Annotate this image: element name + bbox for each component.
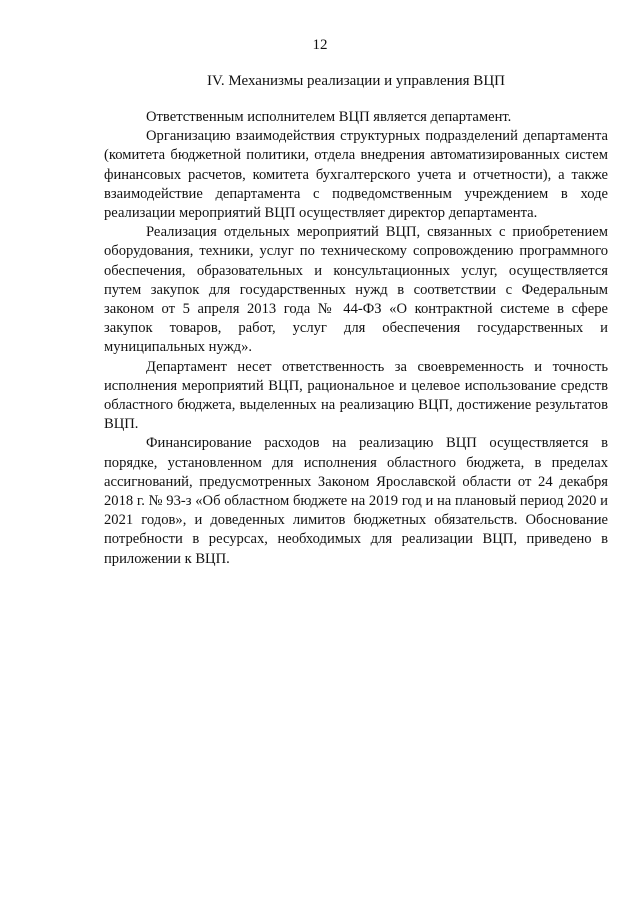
paragraph-financing: Финансирование расходов на реализацию ВЦП осуществляется в порядке, установленном для исполнения областного бюджета, в пределах ассигнований, предусмотренных Законом Ярославской области от 24 декабря 2018 г. № 93-з «Об областном бюджете на 2019 год и на плановый период 2020 и 2021 годов», и доведенных лимитов бюджетных обязательств. Обоснование потребности в ресурсах, необходимых для реализации ВЦП, приведено в приложении к ВЦП. bbox=[104, 435, 608, 567]
section-title: IV. Механизмы реализации и управления ВЦП bbox=[207, 73, 505, 89]
page-number: 12 bbox=[312, 37, 328, 53]
paragraph-procurement: Реализация отдельных мероприятий ВЦП, связанных с приобретением оборудования, техники, услуг по техническому сопровождению программного обеспечения, образовательных и консультационных услуг, осуществляется путем закупок для государственных нужд в соответствии с Федеральным законом от 5 апреля 2013 года № 44-ФЗ «О контрактной системе в сфере закупок товаров, работ, услуг для обеспечения государственных и муниципальных нужд». bbox=[104, 224, 608, 356]
document-body bbox=[104, 108, 608, 569]
paragraph-interaction-organization: Организацию взаимодействия структурных подразделений департамента (комитета бюджетной политики, отдела внедрения автоматизированных систем финансовых расчетов, комитета бухгалтерского учета и отчетности), а также взаимодействие департамента с подведомственным учреждением в ходе реализации мероприятий ВЦП осуществляет директор департамента. bbox=[104, 128, 608, 222]
paragraph-responsible-executor: Ответственным исполнителем ВЦП является департамент. bbox=[146, 109, 512, 125]
paragraph-responsibility: Департамент несет ответственность за своевременность и точность исполнения мероприятий ВЦП, рациональное и целевое использование средств областного бюджета, выделенных на реализацию ВЦП, достижение результатов ВЦП. bbox=[104, 358, 608, 433]
